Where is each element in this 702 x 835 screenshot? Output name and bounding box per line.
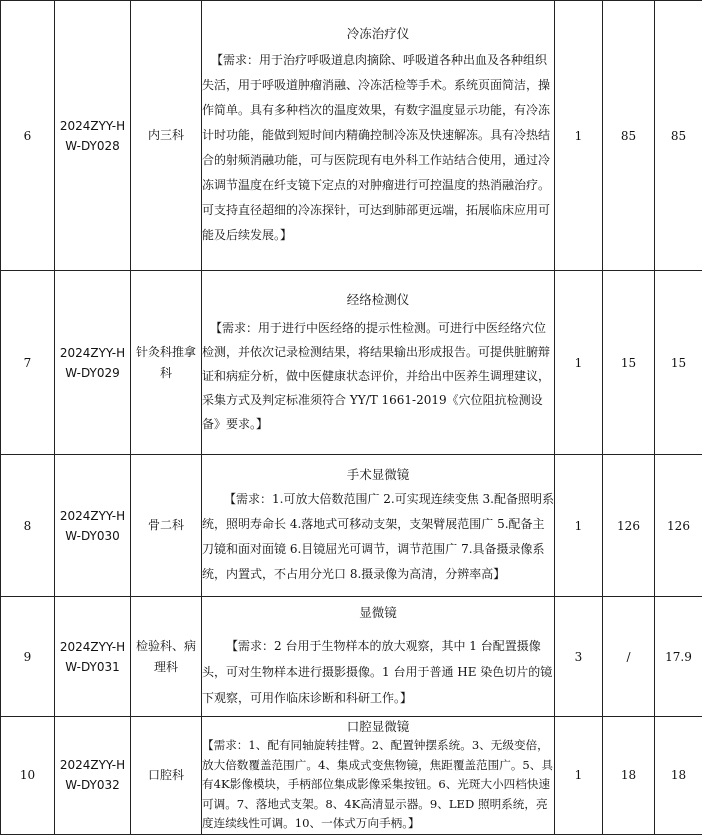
equipment-name: 手术显微镜 [202,465,554,483]
project-code [55,1,131,271]
project-code-line2: W-DY028 [55,136,130,156]
item-number: 10 [1,717,55,835]
equipment-name: 口腔显微镜 [202,717,554,735]
quantity: 3 [555,597,603,717]
quantity: 1 [555,717,603,835]
equipment-description [202,1,555,271]
department: 检验科、病理科 [131,597,202,717]
equipment-name: 显微镜 [202,603,554,621]
department: 口腔科 [131,717,202,835]
unit-price: / [603,597,655,717]
equipment-requirement: 【需求：用于治疗呼吸道息肉摘除、呼吸道各种出血及各种组织失活，用于呼吸道肿瘤消融、冷冻活检等手术。系统页面简洁，操作简单。具有多种档次的温度效果，有数字温度显示功能，有冷冻计时功能，能做到短时间内精确控制冷冻及快速解冻。具有冷热结合的射频消融功能，可与医院现有电外科工作站结合使用，通过冷冻调节温度在纤支镜下定点的对肿瘤进行可控温度的热消融治疗。可支持直径超细的冷冻探针，可达到肺部更远端，拓展临床应用可能及后续发展。】 [202,48,554,248]
project-code [55,597,131,717]
item-number: 7 [1,271,55,455]
table-row [1,717,702,835]
item-number: 6 [1,1,55,271]
total-price: 85 [655,1,702,271]
project-code-line2: W-DY031 [55,657,130,677]
project-code-line1: 2024ZYY-H [55,755,130,775]
unit-price: 85 [603,1,655,271]
total-price: 17.9 [655,597,702,717]
project-code-line1: 2024ZYY-H [55,506,130,526]
unit-price: 18 [603,717,655,835]
project-code-line2: W-DY029 [55,363,130,383]
item-number: 9 [1,597,55,717]
equipment-requirement: 【需求：1.可放大倍数范围广 2.可实现连续变焦 3.配备照明系统，照明寿命长 4.落地式可移动支架，支架臂展范围广 5.配备主刀镜和面对面镜 6.目镜屈光可调节，调节范围广 7.具备摄录像系统，内置式，不占用分光口 8.摄录像为高清，分辨率高】 [202,487,554,587]
project-code-line2: W-DY030 [55,526,130,546]
total-price: 18 [655,717,702,835]
quantity: 1 [555,271,603,455]
table-row [1,271,702,455]
item-number: 8 [1,455,55,597]
unit-price: 126 [603,455,655,597]
equipment-description [202,271,555,455]
project-code-line1: 2024ZYY-H [55,343,130,363]
equipment-requirement: 【需求：用于进行中医经络的提示性检测。可进行中医经络穴位检测，并依次记录检测结果，将结果输出形成报告。可提供脏腑辩证和病症分析，做中医健康状态评价，并给出中医养生调理建议，采集方式及判定标准须符合 YY/T 1661-2019《穴位阻抗检测设备》要求。】 [202,316,554,436]
equipment-requirement: 【需求：2 台用于生物样本的放大观察，其中 1 台配置摄像头，可对生物样本进行摄影摄像。1 台用于普通 HE 染色切片的镜下观察，可用作临床诊断和科研工作。】 [202,633,554,711]
equipment-name: 冷冻治疗仪 [202,24,554,42]
total-price: 15 [655,271,702,455]
total-price: 126 [655,455,702,597]
department: 骨二科 [131,455,202,597]
table-row [1,455,702,597]
department: 针灸科推拿科 [131,271,202,455]
project-code [55,271,131,455]
equipment-name: 经络检测仪 [202,290,554,308]
table-row [1,1,702,271]
table-row [1,597,702,717]
department: 内三科 [131,1,202,271]
unit-price: 15 [603,271,655,455]
project-code-line1: 2024ZYY-H [55,116,130,136]
equipment-description [202,597,555,717]
project-code-line2: W-DY032 [55,775,130,795]
quantity: 1 [555,455,603,597]
equipment-description [202,455,555,597]
equipment-description [202,717,555,835]
equipment-requirement: 【需求：1、配有同轴旋转挂臂。2、配置钟摆系统。3、无级变倍，放大倍数覆盖范围广。4、集成式变焦物镜，焦距覆盖范围广。5、具有4K影像模块，手柄部位集成影像采集按钮。6、光斑大小四档快速可调。7、落地式支架。8、4K高清显示器。9、LED 照明系统，亮度连续线性可调。10、一体式万向手柄。】 [202,736,554,834]
project-code [55,455,131,597]
project-code [55,717,131,835]
project-code-line1: 2024ZYY-H [55,637,130,657]
quantity: 1 [555,1,603,271]
